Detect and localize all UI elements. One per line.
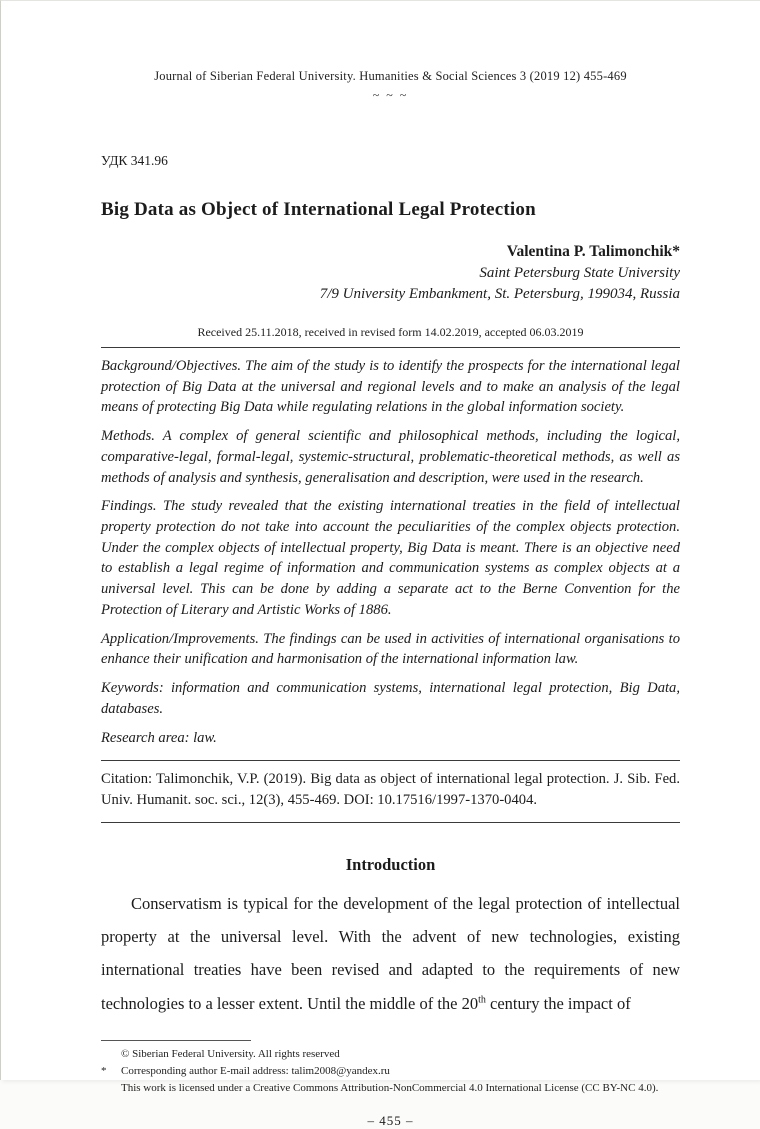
author-block	[101, 243, 680, 303]
abstract-paragraph-application: Application/Improvements. The findings can be used in activities of international organisations to enhance their unification and harmonisation of the international information law.	[101, 630, 680, 668]
author-address: 7/9 University Embankment, St. Petersburg, 199034, Russia	[319, 286, 680, 302]
ordinal-superscript: th	[478, 994, 486, 1006]
section-heading-introduction: Introduction	[345, 854, 436, 874]
body-paragraph-text: Conservatism is typical for the development of the legal protection of intellectual property at the universal level. With the advent of new technologies, existing international treaties have been revised and adapted to the requirements of new technologies to a lesser extent. Until the middle of the 20	[101, 893, 680, 1013]
footnote-corresponding-author	[101, 1063, 680, 1080]
received-dates: Received 25.11.2018, received in revised form 14.02.2019, accepted 06.03.2019	[197, 325, 584, 339]
paper-title: Big Data as Object of International Legal Protection	[101, 199, 536, 220]
keywords: Keywords: information and communication systems, international legal protection, Big Data, databases.	[101, 680, 680, 717]
footnote-rule	[101, 1040, 251, 1041]
footnote-copyright: © Siberian Federal University. All rights reserved	[121, 1047, 340, 1060]
citation-block	[101, 760, 680, 822]
abstract-top-rule	[101, 347, 680, 348]
abstract-paragraph-findings: Findings. The study revealed that the existing international treaties in the field of intellectual property protection do not take into account the peculiarities of the complex objects protection. Under the complex objects of intellectual property, Big Data is meant. There is an objective need to establish a legal regime of information and communication systems as complex objects at a universal level. This can be done by adding a separate act to the Berne Convention for the Protection of Literary and Artistic Works of 1886.	[101, 498, 680, 618]
abstract-paragraph-methods: Methods. A complex of general scientific and philosophical methods, including the logical, comparative-legal, formal-legal, systemic-structural, problematic-theoretical methods, as well as methods of analysis and synthesis, generalisation and description, were used in the research.	[101, 428, 680, 486]
page-number: – 455 –	[367, 1112, 414, 1128]
author-name: Valentina P. Talimonchik*	[506, 243, 680, 260]
abstract-paragraph-background: Background/Objectives. The aim of the study is to identify the prospects for the international legal protection of Big Data at the universal and regional levels and to make an analysis of the legal means of protecting Big Data while regulating relations in the global information society.	[101, 358, 680, 416]
citation-text: Citation: Talimonchik, V.P. (2019). Big data as object of international legal protection. J. Sib. Fed. Univ. Humanit. soc. sci., 12(3), 455-469. DOI: 10.17516/1997-1370-0404.	[101, 771, 680, 809]
body-paragraph-text-cont: century the impact of	[485, 993, 631, 1013]
body-paragraph	[101, 887, 680, 1020]
abstract-section	[101, 356, 680, 748]
author-affiliation: Saint Petersburg State University	[479, 265, 680, 281]
journal-header: Journal of Siberian Federal University. Humanities & Social Sciences 3 (2019 12) 455-469	[154, 69, 627, 83]
footnotes-section	[101, 1040, 680, 1097]
page-content	[1, 1, 760, 1129]
footnote-corresponding-text: Corresponding author E-mail address: talim2008@yandex.ru	[121, 1064, 390, 1077]
footnote-asterisk: *	[101, 1064, 107, 1077]
footnote-license: This work is licensed under a Creative Commons Attribution-NonCommercial 4.0 International License (CC BY-NC 4.0).	[121, 1081, 659, 1094]
research-area: Research area: law.	[101, 729, 217, 746]
udk-number: УДК 341.96	[101, 153, 168, 168]
tilde-separator: ~ ~ ~	[372, 88, 409, 102]
